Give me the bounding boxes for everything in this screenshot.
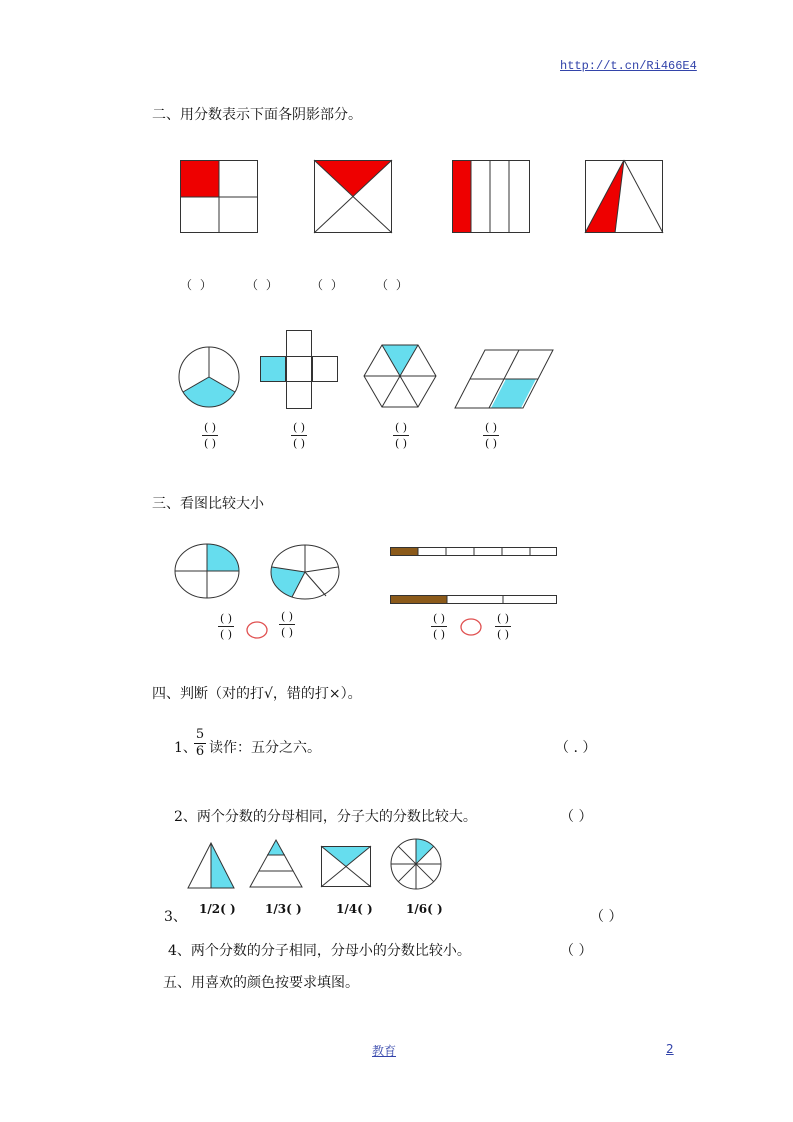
compare-circle[interactable]: [246, 620, 270, 640]
section-5-title: 五、用喜欢的颜色按要求填图。: [163, 975, 359, 991]
fraction-blank[interactable]: ( ) ( ): [484, 421, 498, 450]
fig-cross-net: [260, 330, 340, 410]
fig-hexagon: [364, 345, 438, 409]
answer-blank-3[interactable]: （ ）: [311, 278, 345, 292]
fig-triangle-thirds: [250, 840, 302, 888]
item-3-label-1: 1/2( ): [199, 902, 236, 916]
item-3-prefix: 3、: [164, 909, 187, 925]
page-number: 2: [666, 1042, 674, 1056]
item-1-text: 读作：五分之六。: [209, 740, 321, 756]
fraction-blank[interactable]: ( ) ( ): [203, 421, 217, 450]
fig-rect-diagonals: [314, 160, 394, 234]
red-quarter: [180, 160, 219, 197]
fig-bar-sixths: [390, 546, 560, 558]
section-3-title: 三、看图比较大小: [152, 496, 264, 512]
fraction-blank[interactable]: ( ) ( ): [219, 612, 233, 641]
fig-ellipse-quarters: [175, 543, 241, 601]
item-1-fraction: [194, 728, 206, 759]
item-3-blank[interactable]: （ ）: [590, 909, 623, 925]
fig-square-diagonal-quarter: [321, 846, 373, 888]
red-triangle: [314, 160, 392, 196]
red-strip: [452, 160, 471, 233]
fraction-blank[interactable]: ( ) ( ): [280, 610, 294, 639]
item-4-text: 4、两个分数的分子相同，分母小的分数比较小。: [168, 943, 471, 959]
item-2-text: 2、两个分数的分母相同，分子大的分数比较大。: [174, 809, 477, 825]
compare-circle[interactable]: [460, 617, 484, 637]
section-2-title: 二、用分数表示下面各阴影部分。: [152, 107, 362, 123]
header-url-link[interactable]: http://t.cn/Ri466E4: [560, 59, 697, 73]
section-4-title: 四、判断（对的打√，错的打×）。: [152, 686, 362, 702]
fig-circle-thirds: [178, 346, 242, 408]
fraction-blank[interactable]: ( ) ( ): [394, 421, 408, 450]
fraction-blank[interactable]: ( ) ( ): [292, 421, 306, 450]
fig-bar-thirds: [390, 594, 560, 606]
denominator: 6: [195, 744, 205, 759]
answer-blank-4[interactable]: （ ）: [376, 278, 410, 292]
item-4-blank[interactable]: （ ）: [560, 943, 593, 959]
fig-triangle-halves: [188, 843, 236, 889]
fig-parallelogram: [455, 350, 555, 410]
fig-vertical-strips: [452, 160, 532, 234]
fig-circle-eighths: [390, 838, 442, 890]
item-2-blank[interactable]: （ ）: [560, 809, 593, 825]
item-3-label-4: 1/6( ): [406, 902, 443, 916]
fig-square-quarters: [180, 160, 260, 234]
item-3-label-3: 1/4( ): [336, 902, 373, 916]
item-3-label-2: 1/3( ): [265, 902, 302, 916]
footer-link[interactable]: 教育: [372, 1044, 397, 1058]
answer-blank-2[interactable]: （ ）: [246, 278, 280, 292]
item-1-blank[interactable]: （ . ）: [555, 740, 597, 756]
fig-ellipse-fifths: [270, 545, 340, 601]
answer-blank-1[interactable]: （ ）: [180, 278, 214, 292]
fraction-blank[interactable]: ( ) ( ): [496, 612, 510, 641]
fraction-blank[interactable]: ( ) ( ): [432, 612, 446, 641]
numerator: 5: [195, 727, 205, 742]
fig-square-triangle: [585, 160, 665, 234]
item-1-prefix: 1、: [174, 740, 197, 756]
